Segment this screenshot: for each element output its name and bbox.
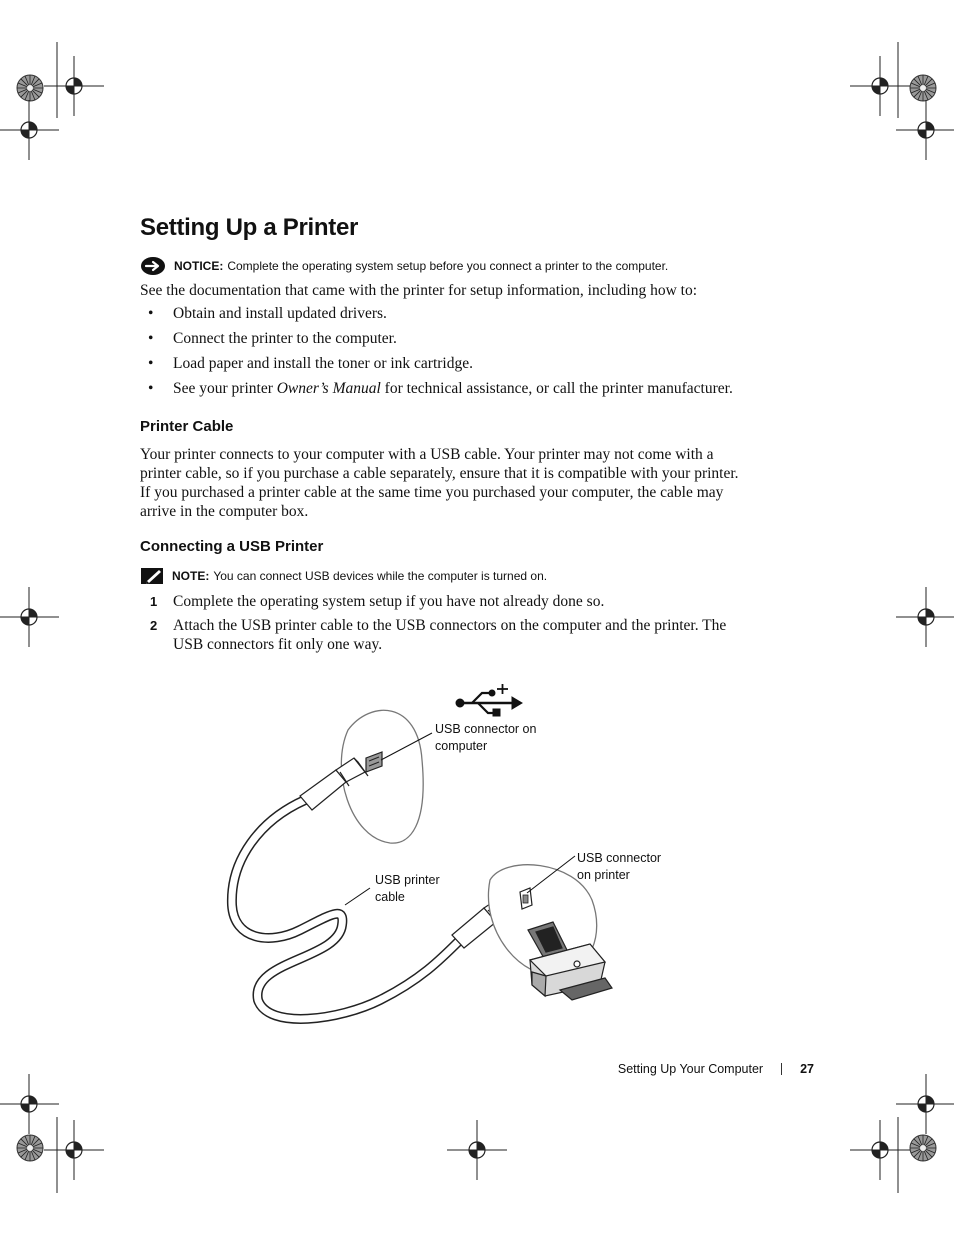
printer-cable-heading: Printer Cable	[140, 418, 234, 435]
page-footer	[618, 1062, 814, 1076]
list-item: • Load paper and install the toner or ink cartridge.	[148, 355, 473, 372]
note-label: NOTE:	[172, 569, 210, 583]
label-usb-connector-printer: USB connector on printer	[577, 851, 662, 882]
printer-cable-paragraph: Your printer connects to your computer with a USB cable. Your printer may not come with a printer cable, so if you purchase a cable separately, ensure that it is compatible with your printer. If you purchased a printer cable at the same time you purchased your computer, the cable may arrive in the computer box.	[140, 446, 739, 520]
usb-symbol-icon	[456, 684, 522, 716]
step-text: Complete the operating system setup if you have not already done so.	[173, 593, 605, 610]
label-usb-printer-cable: USB printer cable	[375, 873, 440, 904]
connecting-usb-heading: Connecting a USB Printer	[140, 538, 324, 555]
list-item: • Connect the printer to the computer.	[148, 330, 397, 347]
owners-manual-reference: Owner’s Manual	[276, 380, 381, 397]
step-number: 1	[150, 594, 158, 609]
list-item: • Obtain and install updated drivers.	[148, 305, 387, 322]
intro-paragraph: See the documentation that came with the printer for setup information, including how to:	[140, 282, 698, 299]
notice-label: NOTICE:	[174, 259, 224, 273]
label-usb-connector-computer: USB connector on computer	[435, 722, 537, 753]
footer-section-title: Setting Up Your Computer	[617, 1062, 764, 1076]
step-text: Attach the USB printer cable to the USB connectors on the computer and the printer. The USB connectors fit only one way.	[173, 617, 727, 653]
step-number: 2	[150, 618, 158, 633]
notice-text: Complete the operating system setup before you connect a printer to the computer.	[227, 259, 669, 273]
list-item: • See your printer Owner’s Manual for technical assistance, or call the printer manufacturer.	[148, 380, 733, 397]
footer-divider	[781, 1063, 782, 1075]
note-text: You can connect USB devices while the computer is turned on.	[213, 569, 548, 583]
page-title: Setting Up a Printer	[140, 214, 359, 241]
page-number: 27	[800, 1062, 814, 1076]
